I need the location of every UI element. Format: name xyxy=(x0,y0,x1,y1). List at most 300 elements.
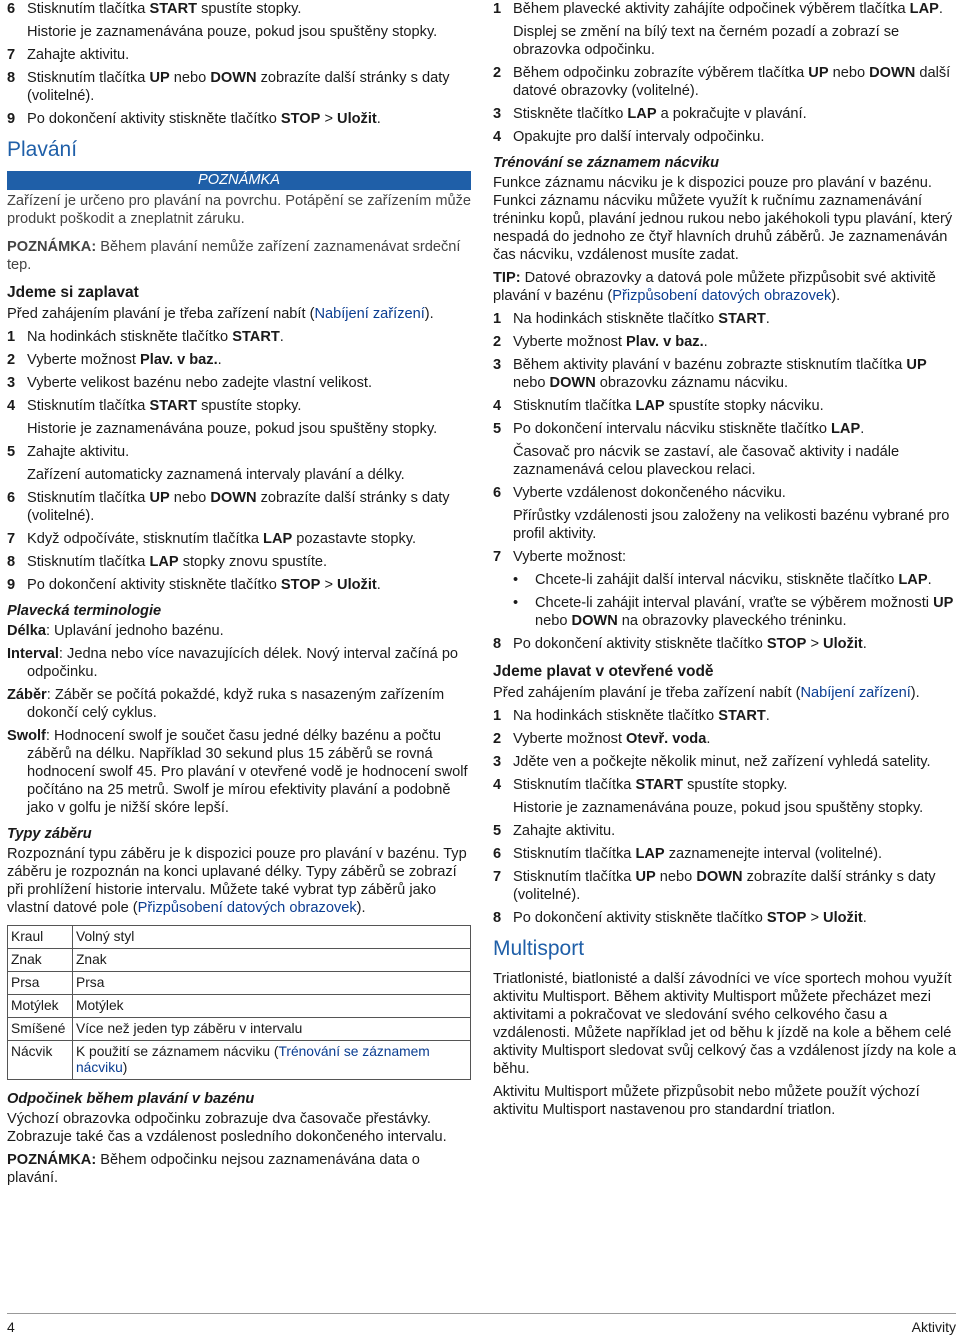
stroke-description xyxy=(73,1041,471,1080)
types-end: ). xyxy=(356,900,366,916)
step-text: . xyxy=(860,421,865,437)
step-text: . xyxy=(862,910,867,926)
right-column xyxy=(493,0,957,1124)
step-text: . xyxy=(765,311,770,327)
step-item xyxy=(493,105,957,123)
open-intro-end: ). xyxy=(910,685,920,701)
step-number: 3 xyxy=(493,754,502,770)
button-name: Uložit xyxy=(337,111,377,127)
open-charging-link[interactable]: Nabíjení zařízení xyxy=(800,685,911,701)
stroke-name: Znak xyxy=(8,949,73,972)
step-body xyxy=(513,310,957,328)
step-result: Historie je zaznamenávána pouze, pokud jsou spuštěny stopky. xyxy=(27,421,438,437)
intro-end: ). xyxy=(424,306,434,322)
description-text: Volný styl xyxy=(76,929,135,944)
step-text: Když odpočíváte, stisknutím tlačítka xyxy=(27,531,264,547)
step-item xyxy=(493,128,957,146)
step-body xyxy=(27,443,471,461)
step-body xyxy=(513,397,957,415)
step-text: spustíte stopky. xyxy=(197,398,302,414)
step-result: Displej se změní na bílý text na černém pozadí a zobrazí se obrazovka odpočinku. xyxy=(513,24,900,58)
step-item xyxy=(493,333,957,351)
rest-text: Výchozí obrazovka odpočinku zobrazuje dva časovače přestávky. Zobrazuje také čas a vzdálenost posledního dokončeného intervalu. xyxy=(7,1111,447,1145)
rest-note-text: Během odpočinku nejsou zaznamenávána data o plavání. xyxy=(7,1152,420,1186)
button-name: UP xyxy=(149,70,170,86)
step-text: . xyxy=(279,329,284,345)
step-item xyxy=(493,753,957,771)
step-body xyxy=(513,0,957,18)
step-text: Zahajte aktivitu. xyxy=(513,823,616,839)
left-column xyxy=(7,0,471,1192)
button-name: STOP xyxy=(766,636,807,652)
button-name: LAP xyxy=(635,398,665,414)
step-text: Zahajte aktivitu. xyxy=(27,444,130,460)
step-body xyxy=(513,356,957,392)
step-number: 4 xyxy=(7,398,16,414)
step-number: 1 xyxy=(493,708,502,724)
step-text: nebo xyxy=(513,375,550,391)
step-text: nebo xyxy=(828,65,870,81)
step-number: 9 xyxy=(7,577,16,593)
button-name: LAP xyxy=(635,846,665,862)
description-text: Znak xyxy=(76,952,107,967)
step-text: . xyxy=(376,577,381,593)
step-text: Po dokončení aktivity stiskněte tlačítko xyxy=(27,577,281,593)
step-item xyxy=(7,530,471,548)
step-text: zaznamenejte interval (volitelné). xyxy=(664,846,883,862)
term: Délka xyxy=(7,623,46,639)
notice-text: Zařízení je určeno pro plavání na povrchu. Potápění se zařízením může produkt poškodit a zneplatnit záruku. xyxy=(7,193,472,227)
step-text: spustíte stopky nácviku. xyxy=(664,398,824,414)
step-body xyxy=(513,909,957,927)
tip-label: TIP: xyxy=(493,270,521,286)
step-number: 9 xyxy=(7,111,16,127)
go-swim-steps xyxy=(7,328,471,594)
button-name: STOP xyxy=(766,910,807,926)
step-text: Po dokončení aktivity stiskněte tlačítko xyxy=(27,111,281,127)
step-text: Stisknutím tlačítka xyxy=(513,869,636,885)
step-text: zobrazíte další stránky s daty (volitelné). xyxy=(27,70,450,104)
step-item xyxy=(7,576,471,594)
button-name: START xyxy=(718,311,766,327)
step-text: Vyberte vzdálenost dokončeného nácviku. xyxy=(513,485,786,501)
stroke-name: Smíšené xyxy=(8,1018,73,1041)
button-name: Uložit xyxy=(823,910,863,926)
step-text: . xyxy=(938,1,943,17)
description-text: Více než jeden typ záběru v intervalu xyxy=(76,1021,303,1036)
step-body xyxy=(27,553,471,571)
step-text: Chcete-li zahájit interval plavání, vraťte se výběrem možnosti xyxy=(535,595,934,611)
step-number: 1 xyxy=(493,1,502,17)
step-result: Historie je zaznamenávána pouze, pokud jsou spuštěny stopky. xyxy=(513,800,924,816)
button-name: START xyxy=(718,708,766,724)
table-row xyxy=(8,1041,471,1080)
step-text: . xyxy=(217,352,222,368)
step-text: Během aktivity plavání v bazénu zobrazte stisknutím tlačítka xyxy=(513,357,907,373)
description-end: ) xyxy=(122,1060,128,1075)
step-body xyxy=(513,845,957,863)
notice-header: POZNÁMKA xyxy=(7,171,471,190)
drill-log-link[interactable]: Trénování se záznamem nácviku xyxy=(76,1044,430,1075)
step-number: 2 xyxy=(493,334,502,350)
step-result: Historie je zaznamenávána pouze, pokud jsou spuštěny stopky. xyxy=(27,24,438,40)
continued-steps xyxy=(7,0,471,128)
step-body xyxy=(27,530,471,548)
step-item xyxy=(493,548,957,566)
step-item xyxy=(7,374,471,392)
step-body xyxy=(27,328,471,346)
step-item xyxy=(493,909,957,927)
step-number: 5 xyxy=(493,421,502,437)
option-bullet xyxy=(513,594,957,630)
step-number: 3 xyxy=(493,357,502,373)
step-body xyxy=(513,707,957,725)
step-body xyxy=(513,868,957,904)
step-number: 5 xyxy=(7,444,16,460)
button-name: Otevř. voda xyxy=(626,731,707,747)
step-body xyxy=(513,420,957,438)
step-body xyxy=(513,776,957,794)
step-number: 7 xyxy=(493,549,502,565)
term-definition xyxy=(7,645,471,681)
step-body xyxy=(513,753,957,771)
stroke-name: Nácvik xyxy=(8,1041,73,1080)
step-text: Na hodinkách stiskněte tlačítko xyxy=(513,311,719,327)
button-name: DOWN xyxy=(210,70,257,86)
step-text: Vyberte možnost: xyxy=(513,549,627,565)
stroke-name: Motýlek xyxy=(8,995,73,1018)
button-name: Uložit xyxy=(337,577,377,593)
step-body xyxy=(513,128,957,146)
step-text: Zahajte aktivitu. xyxy=(27,47,130,63)
step-body xyxy=(513,333,957,351)
step-item xyxy=(493,635,957,653)
button-name: START xyxy=(149,398,198,414)
step-text: Stisknutím tlačítka xyxy=(513,398,636,414)
step-number: 8 xyxy=(7,70,16,86)
step-number: 4 xyxy=(493,129,502,145)
step-text: . xyxy=(706,731,711,747)
step-body xyxy=(27,397,471,415)
button-name: LAP xyxy=(898,572,928,588)
step-text: pozastavte stopky. xyxy=(292,531,417,547)
step-text: Vyberte možnost xyxy=(27,352,141,368)
step-text: Stisknutím tlačítka xyxy=(27,554,150,570)
step-text: Vyberte velikost bazénu nebo zadejte vlastní velikost. xyxy=(27,375,373,391)
step-text: Opakujte pro další intervaly odpočinku. xyxy=(513,129,765,145)
step-item xyxy=(7,69,471,105)
button-name: DOWN xyxy=(696,869,743,885)
stroke-types-heading: Typy záběru xyxy=(7,826,92,842)
step-text: . xyxy=(862,636,867,652)
step-result: Časovač pro nácvik se zastaví, ale časovač aktivity i nadále zaznamenává celou plaveckou relaci. xyxy=(513,444,900,478)
step-body xyxy=(27,374,471,392)
stroke-description xyxy=(73,926,471,949)
step-text: . xyxy=(765,708,770,724)
rest-note xyxy=(7,1151,471,1187)
table-row xyxy=(8,1018,471,1041)
step-text: > xyxy=(806,910,824,926)
drill-text: Funkce záznamu nácviku je k dispozici pouze pro plavání v bazénu. Funkci záznamu nácviku můžete využít k ručnímu zaznamenávání tréninku kopů, plavání jednou rukou nebo jakéhokoli typu plavání, který nespadá do jednoho ze čtyř hlavních druhů záběrů. Je zaznamenáván čas nácviku, vzdálenost musíte zadat. xyxy=(493,175,953,263)
drill-tip xyxy=(493,269,957,305)
step-text: nebo xyxy=(169,70,211,86)
description-text: Prsa xyxy=(76,975,105,990)
step-text: Stisknutím tlačítka xyxy=(27,70,150,86)
step-text: > xyxy=(320,111,338,127)
button-name: LAP xyxy=(831,421,861,437)
customize-data-screens-link[interactable]: Přizpůsobení datových obrazovek xyxy=(137,900,357,916)
rest-heading: Odpočinek během plavání v bazénu xyxy=(7,1091,255,1107)
step-number: 4 xyxy=(493,777,502,793)
step-text: nebo xyxy=(169,490,211,506)
open-water-heading: Jdeme plavat v otevřené vodě xyxy=(493,663,714,680)
button-name: LAP xyxy=(263,531,293,547)
stroke-description xyxy=(73,972,471,995)
swimming-heading: Plavání xyxy=(7,138,78,161)
step-text: spustíte stopky. xyxy=(197,1,302,17)
multisport-text-1: Triatlonisté, biatlonisté a další závodníci ve více sportech mohou využít aktivitu Multisport. Během aktivity Multisport můžete přecházet mezi aktivitami a pokračovat ve sledování svého celkového času a vzdálenosti. Můžete například jet od běhu k jízdě na kole a během celé aktivity Multisport sledovat svůj celkový čas a vzdálenost jízdy na kole a běhu. xyxy=(493,971,957,1077)
step-item xyxy=(493,397,957,415)
section-name: Aktivity xyxy=(911,1319,956,1335)
types-text: Rozpoznání typu záběru je k dispozici pouze pro plavání v bazénu. Typ záběru je rozpoznán na konci uplavané délky. Typy záběrů se zobrazí při prohlížení historie intervalu. Můžete také vybrat typ záběrů jako vlastní datové pole ( xyxy=(7,846,467,916)
tip-link[interactable]: Přizpůsobení datových obrazovek xyxy=(612,288,832,304)
button-name: UP xyxy=(149,490,170,506)
step-number: 7 xyxy=(7,531,16,547)
step-item xyxy=(493,868,957,904)
bullet-text xyxy=(535,571,957,589)
step-item xyxy=(493,484,957,502)
step-number: 3 xyxy=(7,375,16,391)
stroke-types-text xyxy=(7,845,471,917)
button-name: START xyxy=(149,1,198,17)
button-name: DOWN xyxy=(210,490,257,506)
step-item xyxy=(7,489,471,525)
button-name: LAP xyxy=(627,106,657,122)
step-body xyxy=(27,351,471,369)
step-body xyxy=(27,0,471,18)
step-text: nebo xyxy=(655,869,697,885)
step-text: a pokračujte v plavání. xyxy=(656,106,807,122)
table-row xyxy=(8,995,471,1018)
drill-heading: Trénování se záznamem nácviku xyxy=(493,155,720,171)
step-number: 6 xyxy=(7,490,16,506)
step-body xyxy=(27,576,471,594)
stroke-name: Kraul xyxy=(8,926,73,949)
button-name: DOWN xyxy=(549,375,596,391)
step-body xyxy=(513,822,957,840)
charging-link[interactable]: Nabíjení zařízení xyxy=(314,306,425,322)
definition: : Hodnocení swolf je součet času jedné délky bazénu a počtu záběrů na délku. Například 30 sekund plus 15 záběrů se rovná hodnocení swolf 45. Pro plavání v otevřené vodě je hodnocení swolf počítáno na 25 metrů. Swolf je mírou efektivity plavání a podobně jako v golfu je nižší skóre lepší. xyxy=(27,728,468,816)
button-name: LAP xyxy=(149,554,179,570)
step-text: Vyberte možnost xyxy=(513,731,627,747)
step-body xyxy=(513,484,957,502)
table-row xyxy=(8,949,471,972)
table-row xyxy=(8,926,471,949)
step-text: zobrazíte další stránky s daty (volitelné). xyxy=(513,869,936,903)
step-number: 3 xyxy=(493,106,502,122)
step-item xyxy=(7,443,471,461)
go-swim-heading: Jdeme si zaplavat xyxy=(7,284,139,301)
step-number: 6 xyxy=(7,1,16,17)
step-number: 6 xyxy=(493,485,502,501)
tip-end: ). xyxy=(831,288,841,304)
button-name: UP xyxy=(808,65,829,81)
step-number: 8 xyxy=(493,910,502,926)
step-text: Během odpočinku zobrazíte výběrem tlačítka xyxy=(513,65,809,81)
step-text: Vyberte možnost xyxy=(513,334,627,350)
step-text: . xyxy=(927,572,932,588)
step-body xyxy=(513,548,957,566)
term-definition xyxy=(7,686,471,722)
stroke-name: Prsa xyxy=(8,972,73,995)
multisport-text-2: Aktivitu Multisport můžete přizpůsobit nebo můžete použít výchozí aktivitu Multisport nastavenou pro standardní triatlon. xyxy=(493,1084,920,1118)
option-bullet xyxy=(513,571,957,589)
step-text: obrazovku záznamu nácviku. xyxy=(595,375,788,391)
note-label: POZNÁMKA: xyxy=(7,239,97,255)
note-text: Během plavání nemůže zařízení zaznamenávat srdeční tep. xyxy=(7,239,461,273)
term: Záběr xyxy=(7,687,47,703)
step-number: 2 xyxy=(7,352,16,368)
step-number: 4 xyxy=(493,398,502,414)
step-item xyxy=(7,0,471,18)
step-text: Na hodinkách stiskněte tlačítko xyxy=(27,329,233,345)
stroke-types-table xyxy=(7,925,471,1080)
step-item xyxy=(493,420,957,438)
step-number: 8 xyxy=(493,636,502,652)
multisport-heading: Multisport xyxy=(493,937,585,960)
step-number: 1 xyxy=(7,329,16,345)
step-text: . xyxy=(376,111,381,127)
bullet-text xyxy=(535,594,957,630)
step-text: Stisknutím tlačítka xyxy=(27,490,150,506)
drill-step-8 xyxy=(493,635,957,653)
step-item xyxy=(7,328,471,346)
step-text: zobrazíte další stránky s daty (volitelné). xyxy=(27,490,450,524)
step-text: Stisknutím tlačítka xyxy=(513,846,636,862)
step-number: 2 xyxy=(493,731,502,747)
notice-box xyxy=(7,171,471,228)
step-text: Během plavecké aktivity zahájíte odpočinek výběrem tlačítka xyxy=(513,1,910,17)
term: Interval xyxy=(7,646,59,662)
open-intro-text: Před zahájením plavání je třeba zařízení nabít ( xyxy=(493,685,801,701)
button-name: Uložit xyxy=(823,636,863,652)
page-number: 4 xyxy=(7,1319,15,1335)
stroke-description xyxy=(73,949,471,972)
definition: : Záběr se počítá pokaždé, když ruka s nasazeným zařízením dokončí celý cyklus. xyxy=(27,687,445,721)
tip-text: Datové obrazovky a datová pole můžete přizpůsobit své aktivitě plavání v bazénu ( xyxy=(493,270,936,304)
step-body xyxy=(27,46,471,64)
button-name: LAP xyxy=(909,1,939,17)
step-text: Na hodinkách stiskněte tlačítko xyxy=(513,708,719,724)
button-name: UP xyxy=(933,595,954,611)
step-text: nebo xyxy=(535,613,572,629)
term: Swolf xyxy=(7,728,46,744)
step-body xyxy=(513,635,957,653)
footer-rule xyxy=(7,1313,956,1314)
step-text: Stisknutím tlačítka xyxy=(513,777,636,793)
button-name: START xyxy=(635,777,684,793)
button-name: DOWN xyxy=(869,65,916,81)
step-item xyxy=(7,46,471,64)
step-number: 2 xyxy=(493,65,502,81)
step-text: Stisknutím tlačítka xyxy=(27,398,150,414)
step-item xyxy=(493,707,957,725)
step-item xyxy=(493,64,957,100)
step-text: Chcete-li zahájit další interval nácviku, stiskněte tlačítko xyxy=(535,572,899,588)
button-name: Plav. v baz. xyxy=(626,334,704,350)
step-body xyxy=(27,110,471,128)
go-swim-intro xyxy=(7,305,471,323)
button-name: STOP xyxy=(280,577,321,593)
step-text: stopky znovu spustíte. xyxy=(178,554,328,570)
step-body xyxy=(513,105,957,123)
step-text: spustíte stopky. xyxy=(683,777,788,793)
step-item xyxy=(493,356,957,392)
step-item xyxy=(493,822,957,840)
step-text: > xyxy=(806,636,824,652)
heart-rate-note xyxy=(7,238,471,274)
step-result: Zařízení automaticky zaznamená intervaly plavání a délky. xyxy=(27,467,405,483)
step-item xyxy=(493,776,957,794)
open-water-steps xyxy=(493,707,957,927)
step-item xyxy=(493,310,957,328)
step-number: 8 xyxy=(7,554,16,570)
button-name: UP xyxy=(635,869,656,885)
terminology-heading: Plavecká terminologie xyxy=(7,603,162,619)
step-body xyxy=(513,730,957,748)
bullet-icon: • xyxy=(513,572,519,588)
term-definition xyxy=(7,622,471,640)
step-number: 6 xyxy=(493,846,502,862)
step-text: Po dokončení aktivity stiskněte tlačítko xyxy=(513,910,767,926)
button-name: DOWN xyxy=(571,613,618,629)
bullet-icon: • xyxy=(513,595,519,611)
button-name: Plav. v baz. xyxy=(140,352,218,368)
step-text: další datové obrazovky (volitelné). xyxy=(513,65,951,99)
open-water-intro xyxy=(493,684,957,702)
step-text: . xyxy=(703,334,708,350)
step-item xyxy=(7,553,471,571)
step-item xyxy=(493,0,957,18)
definition: : Jedna nebo více navazujících délek. Nový interval začíná po odpočinku. xyxy=(27,646,459,680)
step-item xyxy=(493,730,957,748)
step-text: Stisknutím tlačítka xyxy=(27,1,150,17)
intro-text: Před zahájením plavání je třeba zařízení nabít ( xyxy=(7,306,315,322)
definition: : Uplavání jednoho bazénu. xyxy=(45,623,224,639)
step-result: Přírůstky vzdálenosti jsou založeny na velikosti bazénu vybrané pro profil aktivity. xyxy=(513,508,950,542)
step-text: Po dokončení aktivity stiskněte tlačítko xyxy=(513,636,767,652)
step-body xyxy=(513,64,957,100)
rest-steps xyxy=(493,0,957,146)
step-item xyxy=(7,397,471,415)
table-row xyxy=(8,972,471,995)
step-number: 1 xyxy=(493,311,502,327)
stroke-description xyxy=(73,995,471,1018)
step-item xyxy=(7,351,471,369)
step-text: Po dokončení intervalu nácviku stiskněte tlačítko xyxy=(513,421,831,437)
rest-note-label: POZNÁMKA: xyxy=(7,1152,97,1168)
stroke-description xyxy=(73,1018,471,1041)
step-number: 7 xyxy=(493,869,502,885)
step-number: 5 xyxy=(493,823,502,839)
step-number: 7 xyxy=(7,47,16,63)
terminology-list xyxy=(7,622,471,817)
step-text: na obrazovky plaveckého tréninku. xyxy=(617,613,847,629)
term-definition xyxy=(7,727,471,817)
button-name: UP xyxy=(906,357,927,373)
drill-steps xyxy=(493,310,957,566)
description-text: K použití se záznamem nácviku ( xyxy=(76,1044,279,1059)
